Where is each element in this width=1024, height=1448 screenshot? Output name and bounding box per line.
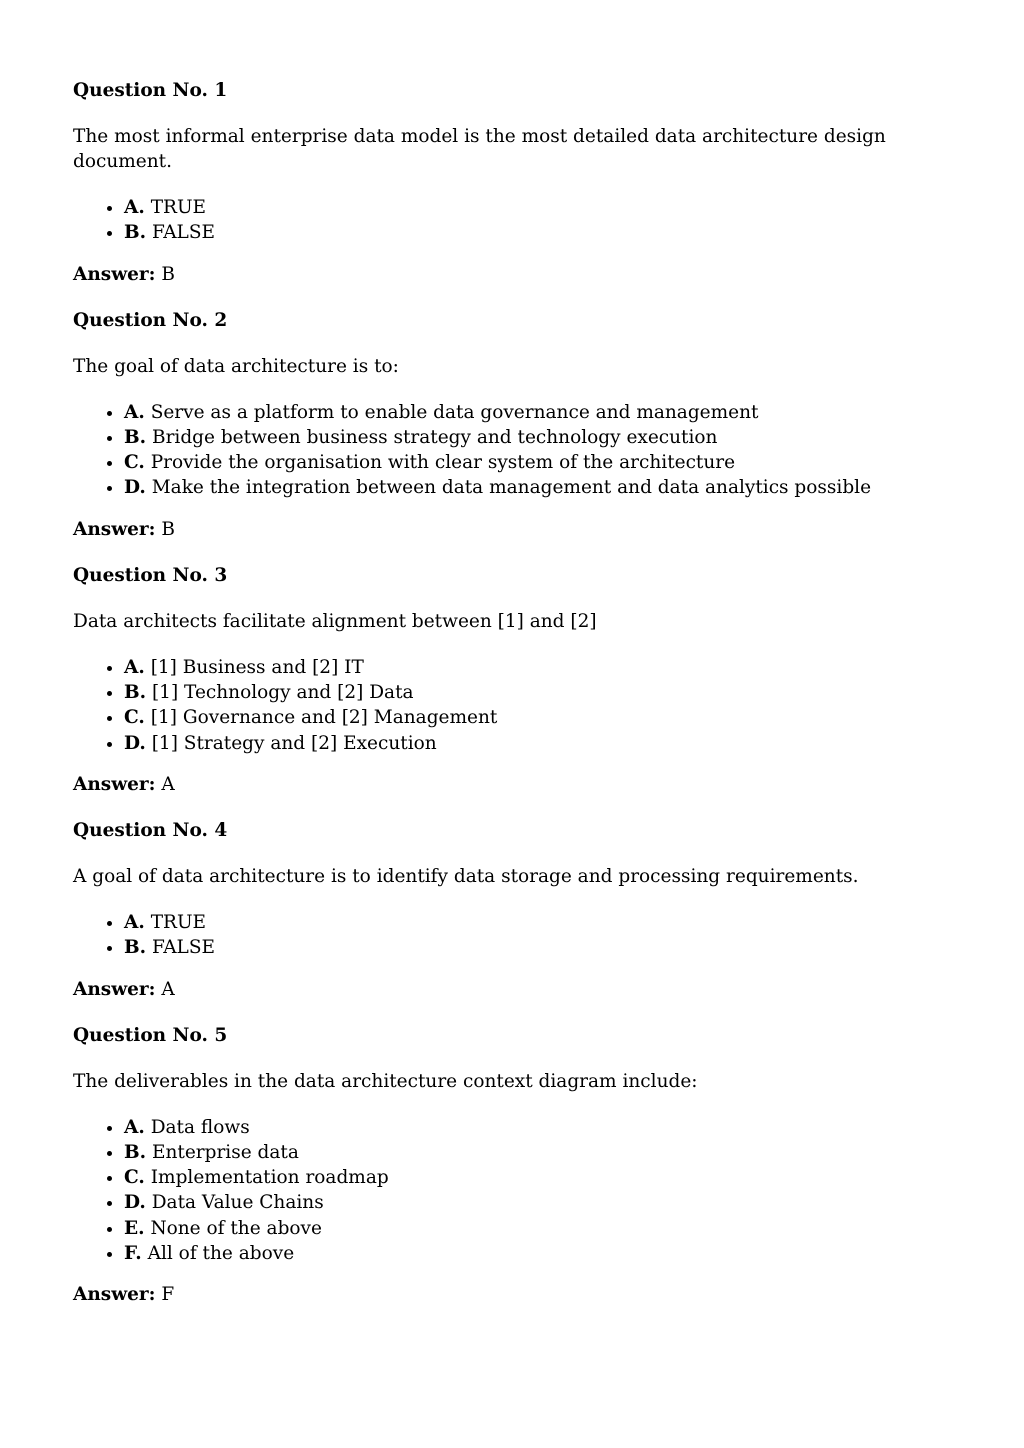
option-item	[124, 220, 973, 245]
question-heading: Question No. 2	[73, 309, 228, 331]
option-text: Data Value Chains	[151, 1192, 324, 1214]
option-item	[124, 475, 973, 500]
option-letter: A.	[124, 656, 145, 678]
answer-value: A	[161, 978, 175, 1000]
option-letter: E.	[124, 1217, 145, 1239]
answer-label: Answer:	[73, 978, 156, 1000]
option-item	[124, 1165, 973, 1190]
question-text: A goal of data architecture is to identify data storage and processing requirements.	[73, 865, 859, 887]
answer-line	[73, 262, 973, 287]
answer-line	[73, 517, 973, 542]
option-letter: C.	[124, 452, 145, 474]
option-letter: B.	[124, 937, 147, 959]
option-item	[124, 655, 973, 680]
option-item	[124, 1140, 973, 1165]
option-letter: A.	[124, 401, 145, 423]
option-letter: F.	[124, 1243, 142, 1265]
option-letter: B.	[124, 426, 147, 448]
answer-label: Answer:	[73, 773, 156, 795]
option-item	[124, 1216, 973, 1241]
answer-line	[73, 977, 973, 1002]
option-item	[124, 195, 973, 220]
question-text: The goal of data architecture is to:	[73, 355, 399, 377]
answer-value: B	[161, 518, 175, 540]
answer-value: A	[161, 773, 175, 795]
question-block-4	[73, 818, 973, 1002]
option-text: Data flows	[150, 1116, 250, 1138]
option-text: FALSE	[151, 222, 216, 244]
option-text: Implementation roadmap	[150, 1167, 389, 1189]
option-item	[124, 910, 973, 935]
option-text: Enterprise data	[151, 1141, 299, 1163]
option-text: Serve as a platform to enable data governance and management	[150, 401, 759, 423]
option-text: None of the above	[150, 1217, 322, 1239]
question-block-1	[73, 78, 973, 287]
option-text: Provide the organisation with clear system of the architecture	[150, 452, 736, 474]
option-item	[124, 400, 973, 425]
question-heading: Question No. 3	[73, 564, 228, 586]
answer-value: F	[161, 1284, 175, 1306]
option-text: [1] Technology and [2] Data	[151, 682, 414, 704]
option-list	[73, 910, 973, 961]
question-text: The most informal enterprise data model is the most detailed data architecture design document.	[73, 126, 886, 172]
option-item	[124, 425, 973, 450]
option-text: [1] Governance and [2] Management	[150, 707, 498, 729]
option-item	[124, 935, 973, 960]
answer-value: B	[161, 263, 175, 285]
option-letter: A.	[124, 1116, 145, 1138]
answer-line	[73, 1282, 973, 1307]
option-letter: A.	[124, 911, 145, 933]
question-text: Data architects facilitate alignment between [1] and [2]	[73, 610, 597, 632]
option-item	[124, 705, 973, 730]
question-heading: Question No. 4	[73, 819, 228, 841]
question-block-3	[73, 563, 973, 797]
option-letter: A.	[124, 197, 145, 218]
question-block-5	[73, 1023, 973, 1308]
option-letter: D.	[124, 1192, 146, 1214]
option-item	[124, 1190, 973, 1215]
question-heading: Question No. 1	[73, 80, 228, 101]
option-text: [1] Business and [2] IT	[150, 656, 364, 678]
option-text: Make the integration between data management and data analytics possible	[151, 477, 872, 499]
option-text: [1] Strategy and [2] Execution	[151, 732, 437, 754]
option-letter: B.	[124, 222, 147, 244]
option-list	[73, 400, 973, 501]
option-text: TRUE	[150, 197, 207, 218]
option-letter: C.	[124, 1167, 145, 1189]
option-letter: D.	[124, 477, 146, 499]
answer-label: Answer:	[73, 518, 156, 540]
question-document	[73, 78, 973, 1328]
option-letter: B.	[124, 1141, 147, 1163]
option-item	[124, 450, 973, 475]
option-letter: B.	[124, 682, 147, 704]
option-item	[124, 731, 973, 756]
option-list	[73, 1115, 973, 1267]
answer-line	[73, 772, 973, 797]
option-list	[73, 195, 973, 246]
question-block-2	[73, 308, 973, 542]
answer-label: Answer:	[73, 263, 156, 285]
option-letter: C.	[124, 707, 145, 729]
question-heading: Question No. 5	[73, 1024, 228, 1046]
question-text: The deliverables in the data architecture context diagram include:	[73, 1070, 698, 1092]
option-item	[124, 680, 973, 705]
option-text: TRUE	[150, 911, 207, 933]
option-letter: D.	[124, 732, 146, 754]
option-list	[73, 655, 973, 756]
option-text: All of the above	[147, 1243, 295, 1265]
option-text: Bridge between business strategy and technology execution	[151, 426, 718, 448]
option-text: FALSE	[151, 937, 216, 959]
option-item	[124, 1115, 973, 1140]
answer-label: Answer:	[73, 1284, 156, 1306]
option-item	[124, 1241, 973, 1266]
